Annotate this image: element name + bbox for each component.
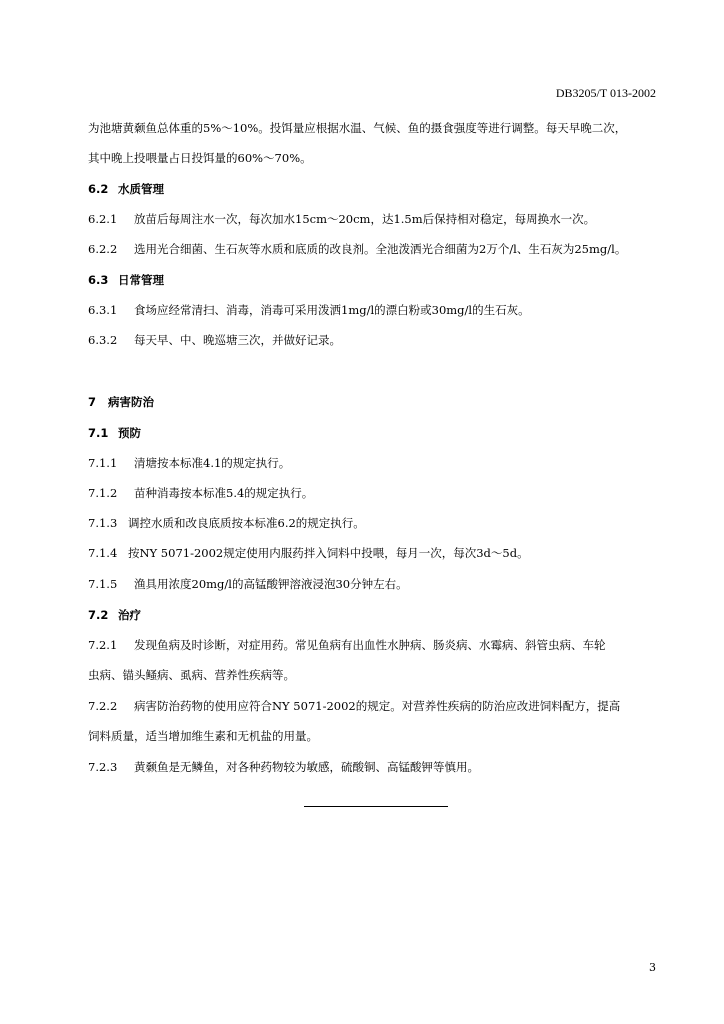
clause-7-1-2 bbox=[88, 485, 668, 501]
clause-text: 选用光合细菌、生石灰等水质和底质的改良剂。全池泼洒光合细菌为2万个/l、生石灰为25mg/l。 bbox=[134, 242, 627, 256]
section-number: 6.2 bbox=[88, 182, 109, 196]
clause-number: 6.2.1 bbox=[88, 212, 118, 226]
clause-number: 7.1.4 bbox=[88, 546, 118, 560]
section-number: 7.1 bbox=[88, 426, 109, 440]
clause-7-2-1 bbox=[88, 637, 668, 653]
clause-6-2-1 bbox=[88, 211, 668, 227]
clause-number: 7.1.1 bbox=[88, 456, 118, 470]
clause-number: 6.3.1 bbox=[88, 303, 118, 317]
chapter-number: 7 bbox=[88, 395, 97, 409]
page-number: 3 bbox=[649, 961, 656, 974]
section-heading-6-2 bbox=[88, 181, 668, 197]
clause-number: 6.3.2 bbox=[88, 333, 118, 347]
section-heading-6-3 bbox=[88, 272, 668, 288]
clause-text: 渔具用浓度20mg/l的高锰酸钾溶液浸泡30分钟左右。 bbox=[134, 577, 408, 591]
clause-6-3-1 bbox=[88, 302, 668, 318]
document-code-header: DB3205/T 013-2002 bbox=[555, 86, 656, 100]
clause-7-1-3 bbox=[88, 515, 668, 531]
clause-continuation: 饲料质量，适当增加维生素和无机盐的用量。 bbox=[88, 729, 318, 743]
clause-7-1-5 bbox=[88, 576, 668, 592]
clause-continuation: 虫病、锚头鳋病、虱病、营养性疾病等。 bbox=[88, 668, 295, 682]
clause-text: 每天早、中、晚巡塘三次，并做好记录。 bbox=[134, 333, 341, 347]
section-number: 7.2 bbox=[88, 608, 109, 622]
end-rule bbox=[304, 806, 448, 807]
clause-text: 放苗后每周注水一次，每次加水15cm～20cm，达1.5m后保持相对稳定，每周换水一次。 bbox=[134, 212, 596, 226]
section-title: 日常管理 bbox=[118, 273, 164, 287]
clause-text: 按NY 5071-2002规定使用内服药拌入饲料中投喂，每月一次，每次3d～5d。 bbox=[128, 546, 529, 560]
clause-text: 清塘按本标准4.1的规定执行。 bbox=[134, 456, 291, 470]
clause-number: 6.2.2 bbox=[88, 242, 118, 256]
clause-text: 病害防治药物的使用应符合NY 5071-2002的规定。对营养性疾病的防治应改进饲料配方，提高 bbox=[134, 699, 621, 713]
clause-7-1-1 bbox=[88, 455, 668, 471]
clause-number: 7.1.5 bbox=[88, 577, 118, 591]
clause-6-2-2 bbox=[88, 241, 668, 257]
clause-number: 7.1.3 bbox=[88, 516, 118, 530]
section-title: 预防 bbox=[118, 426, 141, 440]
clause-number: 7.2.1 bbox=[88, 638, 118, 652]
section-number: 6.3 bbox=[88, 273, 109, 287]
clause-7-2-3 bbox=[88, 759, 668, 775]
clause-text: 发现鱼病及时诊断，对症用药。常见鱼病有出血性水肿病、肠炎病、水霉病、斜管虫病、车轮 bbox=[134, 638, 606, 652]
clause-7-2-2 bbox=[88, 698, 668, 714]
clause-6-3-2 bbox=[88, 332, 668, 348]
section-heading-7-2 bbox=[88, 607, 668, 623]
section-heading-7-1 bbox=[88, 425, 668, 441]
section-title: 水质管理 bbox=[118, 182, 164, 196]
paragraph-line: 为池塘黄颡鱼总体重的5%～10%。投饵量应根据水温、气候、鱼的摄食强度等进行调整。每天早晚二次， bbox=[88, 121, 627, 135]
clause-number: 7.1.2 bbox=[88, 486, 118, 500]
clause-number: 7.2.3 bbox=[88, 760, 118, 774]
paragraph-line: 其中晚上投喂量占日投饵量的60%～70%。 bbox=[88, 151, 312, 165]
clause-7-1-4 bbox=[88, 545, 668, 561]
chapter-title: 病害防治 bbox=[108, 395, 154, 409]
clause-text: 黄颡鱼是无鳞鱼，对各种药物较为敏感，硫酸铜、高锰酸钾等慎用。 bbox=[134, 760, 479, 774]
chapter-heading-7 bbox=[88, 394, 668, 410]
clause-text: 食场应经常清扫、消毒，消毒可采用泼洒1mg/l的漂白粉或30mg/l的生石灰。 bbox=[134, 303, 530, 317]
section-title: 治疗 bbox=[118, 608, 141, 622]
clause-text: 调控水质和改良底质按本标准6.2的规定执行。 bbox=[128, 516, 365, 530]
clause-number: 7.2.2 bbox=[88, 699, 118, 713]
clause-text: 苗种消毒按本标准5.4的规定执行。 bbox=[134, 486, 314, 500]
